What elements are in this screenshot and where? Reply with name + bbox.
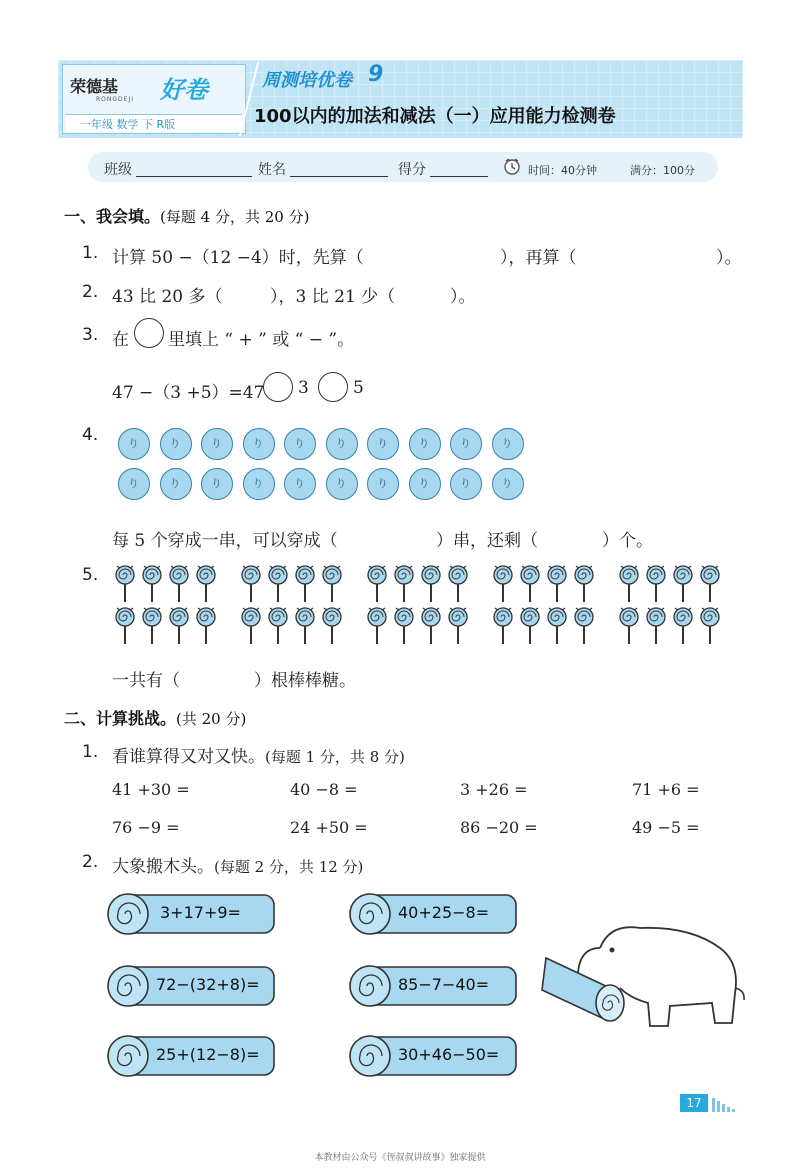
lollipop-icon <box>366 604 388 650</box>
ball-icon <box>326 428 358 460</box>
section1-note: (每题 4 分，共 20 分) <box>160 208 310 226</box>
log-6 <box>348 1034 518 1076</box>
class-label: 班级 <box>104 162 132 178</box>
lollipop-icon <box>294 562 316 608</box>
page-number: 17 <box>680 1094 708 1112</box>
eq-2-1: 76 −9 = <box>112 818 180 837</box>
lollipop-icon <box>168 604 190 650</box>
lollipop-icon <box>573 562 595 608</box>
lollipop-icon <box>321 604 343 650</box>
p2-text: 大象搬木头。(每题 2 分，共 12 分) <box>112 857 364 877</box>
lollipop-icon <box>699 604 721 650</box>
score-field[interactable] <box>430 176 488 177</box>
lollipop-icon <box>420 562 442 608</box>
lollipop-icon <box>141 604 163 650</box>
clock-icon <box>502 157 522 175</box>
lollipop-icon <box>393 604 415 650</box>
eq-1-1: 41 +30 = <box>112 780 190 799</box>
log-1 <box>106 892 276 934</box>
q3-circle-sample <box>134 318 164 348</box>
lollipop-icon <box>492 604 514 650</box>
log-2-text: 40+25−8= <box>398 903 490 922</box>
lollipop-icon <box>195 562 217 608</box>
time-label: 时间：40分钟 <box>528 164 597 177</box>
lollipop-icon <box>114 562 136 608</box>
q2-text-a: 43 比 20 多（ <box>112 287 223 307</box>
lollipop-icon <box>645 562 667 608</box>
log-1-text: 3+17+9= <box>160 903 241 922</box>
grade-label: 一年级 数学 下 R版 <box>80 118 176 131</box>
lollipop-icon <box>240 562 262 608</box>
lollipop-icon <box>267 604 289 650</box>
q4-number: 4. <box>82 425 99 445</box>
q1-text-a: 计算 50 −（12 −4）时，先算（ <box>112 248 364 268</box>
lollipop-icon <box>168 562 190 608</box>
ball-icon <box>118 428 150 460</box>
ball-icon <box>201 468 233 500</box>
ball-icon <box>284 468 316 500</box>
q4-text-c: ）个。 <box>602 531 653 551</box>
lollipop-icon <box>141 562 163 608</box>
ball-icon <box>160 468 192 500</box>
p2-number: 2. <box>82 852 99 872</box>
q3-text-a: 在 <box>112 330 129 350</box>
ball-icon <box>326 468 358 500</box>
q3-expression: 47 −（3 +5）=47 <box>112 383 265 403</box>
p1-note: (每题 1 分，共 8 分) <box>265 748 405 766</box>
name-label: 姓名 <box>258 162 286 178</box>
ball-icon <box>492 468 524 500</box>
lollipop-icon <box>114 604 136 650</box>
lollipop-icon <box>519 562 541 608</box>
q2-number: 2. <box>82 282 99 302</box>
log-4-text: 85−7−40= <box>398 975 490 994</box>
section1-title: 一、我会填。(每题 4 分，共 20 分) <box>64 207 310 226</box>
q2-text-b: ），3 比 21 少（ <box>270 287 396 307</box>
lollipop-icon <box>294 604 316 650</box>
q4-text-a: 每 5 个穿成一串，可以穿成（ <box>112 531 338 551</box>
eq-2-3: 86 −20 = <box>460 818 538 837</box>
log-3-text: 72−(32+8)= <box>156 975 260 994</box>
logo-word: 好卷 <box>160 76 208 104</box>
lollipop-icon <box>672 604 694 650</box>
p2-note: (每题 2 分，共 12 分) <box>214 858 364 876</box>
ball-icon <box>450 468 482 500</box>
log-3 <box>106 964 276 1006</box>
ball-icon <box>450 428 482 460</box>
ball-icon <box>409 428 441 460</box>
lollipop-icon <box>420 604 442 650</box>
lollipop-icon <box>366 562 388 608</box>
ball-icon <box>284 428 316 460</box>
q3-circle-1[interactable] <box>263 372 293 402</box>
lollipop-icon <box>267 562 289 608</box>
ball-icon <box>367 428 399 460</box>
lollipop-icon <box>321 562 343 608</box>
q3-expr-5: 5 <box>353 378 364 398</box>
q5-text-a: 一共有（ <box>112 671 180 691</box>
class-field[interactable] <box>136 176 252 177</box>
brand-name: 荣德基 <box>70 77 119 96</box>
ball-icon <box>201 428 233 460</box>
q5-number: 5. <box>82 565 99 585</box>
lollipop-icon <box>519 604 541 650</box>
lollipop-icon <box>240 604 262 650</box>
name-field[interactable] <box>290 176 388 177</box>
log-4 <box>348 964 518 1006</box>
eq-2-2: 24 +50 = <box>290 818 368 837</box>
log-5 <box>106 1034 276 1076</box>
p1-text: 看谁算得又对又快。(每题 1 分，共 8 分) <box>112 747 405 767</box>
q5-text-b: ）根棒棒糖。 <box>254 671 356 691</box>
q3-circle-2[interactable] <box>318 372 348 402</box>
q1-number: 1. <box>82 243 99 263</box>
lollipop-icon <box>447 562 469 608</box>
page-title: 100以内的加法和减法（一）应用能力检测卷 <box>254 106 616 127</box>
lollipop-icon <box>447 604 469 650</box>
q3-expr-3: 3 <box>298 378 309 398</box>
ball-icon <box>367 468 399 500</box>
lollipop-icon <box>546 562 568 608</box>
ball-icon <box>160 428 192 460</box>
lollipop-icon <box>492 562 514 608</box>
score-label: 得分 <box>398 162 426 178</box>
lollipop-icon <box>393 562 415 608</box>
ball-icon <box>409 468 441 500</box>
log-2 <box>348 892 518 934</box>
q4-text-b: ）串，还剩（ <box>436 531 538 551</box>
brand-sub: RONGDEJI <box>96 96 134 103</box>
q2-text-c: ）。 <box>450 287 476 307</box>
lollipop-icon <box>618 562 640 608</box>
eq-1-4: 71 +6 = <box>632 780 700 799</box>
ball-icon <box>118 468 150 500</box>
log-5-text: 25+(12−8)= <box>156 1045 260 1064</box>
lollipop-icon <box>618 604 640 650</box>
lollipop-icon <box>672 562 694 608</box>
elephant-illustration <box>540 918 750 1038</box>
ball-icon <box>243 468 275 500</box>
lollipop-icon <box>546 604 568 650</box>
p1-number: 1. <box>82 742 99 762</box>
series-number: 9 <box>368 62 384 87</box>
full-score-label: 满分：100分 <box>630 164 695 177</box>
lollipop-icon <box>699 562 721 608</box>
lollipop-icon <box>645 604 667 650</box>
q1-text-b: ），再算（ <box>500 248 577 268</box>
ball-icon <box>243 428 275 460</box>
page-dots-icon <box>712 1096 738 1112</box>
footer-text: 本教材由公众号《侄叔叔讲故事》独家提供 <box>314 1153 486 1163</box>
eq-1-2: 40 −8 = <box>290 780 358 799</box>
q3-text-b: 里填上 “ + ” 或 “ − ”。 <box>168 330 355 350</box>
section2-title: 二、计算挑战。(共 20 分) <box>64 709 247 728</box>
ball-icon <box>492 428 524 460</box>
lollipop-icon <box>195 604 217 650</box>
eq-2-4: 49 −5 = <box>632 818 700 837</box>
q1-text-c: ）。 <box>716 248 742 268</box>
eq-1-3: 3 +26 = <box>460 780 528 799</box>
section2-note: (共 20 分) <box>176 710 247 728</box>
lollipop-icon <box>573 604 595 650</box>
q3-number: 3. <box>82 325 99 345</box>
series-label: 周测培优卷 <box>262 70 352 91</box>
log-6-text: 30+46−50= <box>398 1045 500 1064</box>
